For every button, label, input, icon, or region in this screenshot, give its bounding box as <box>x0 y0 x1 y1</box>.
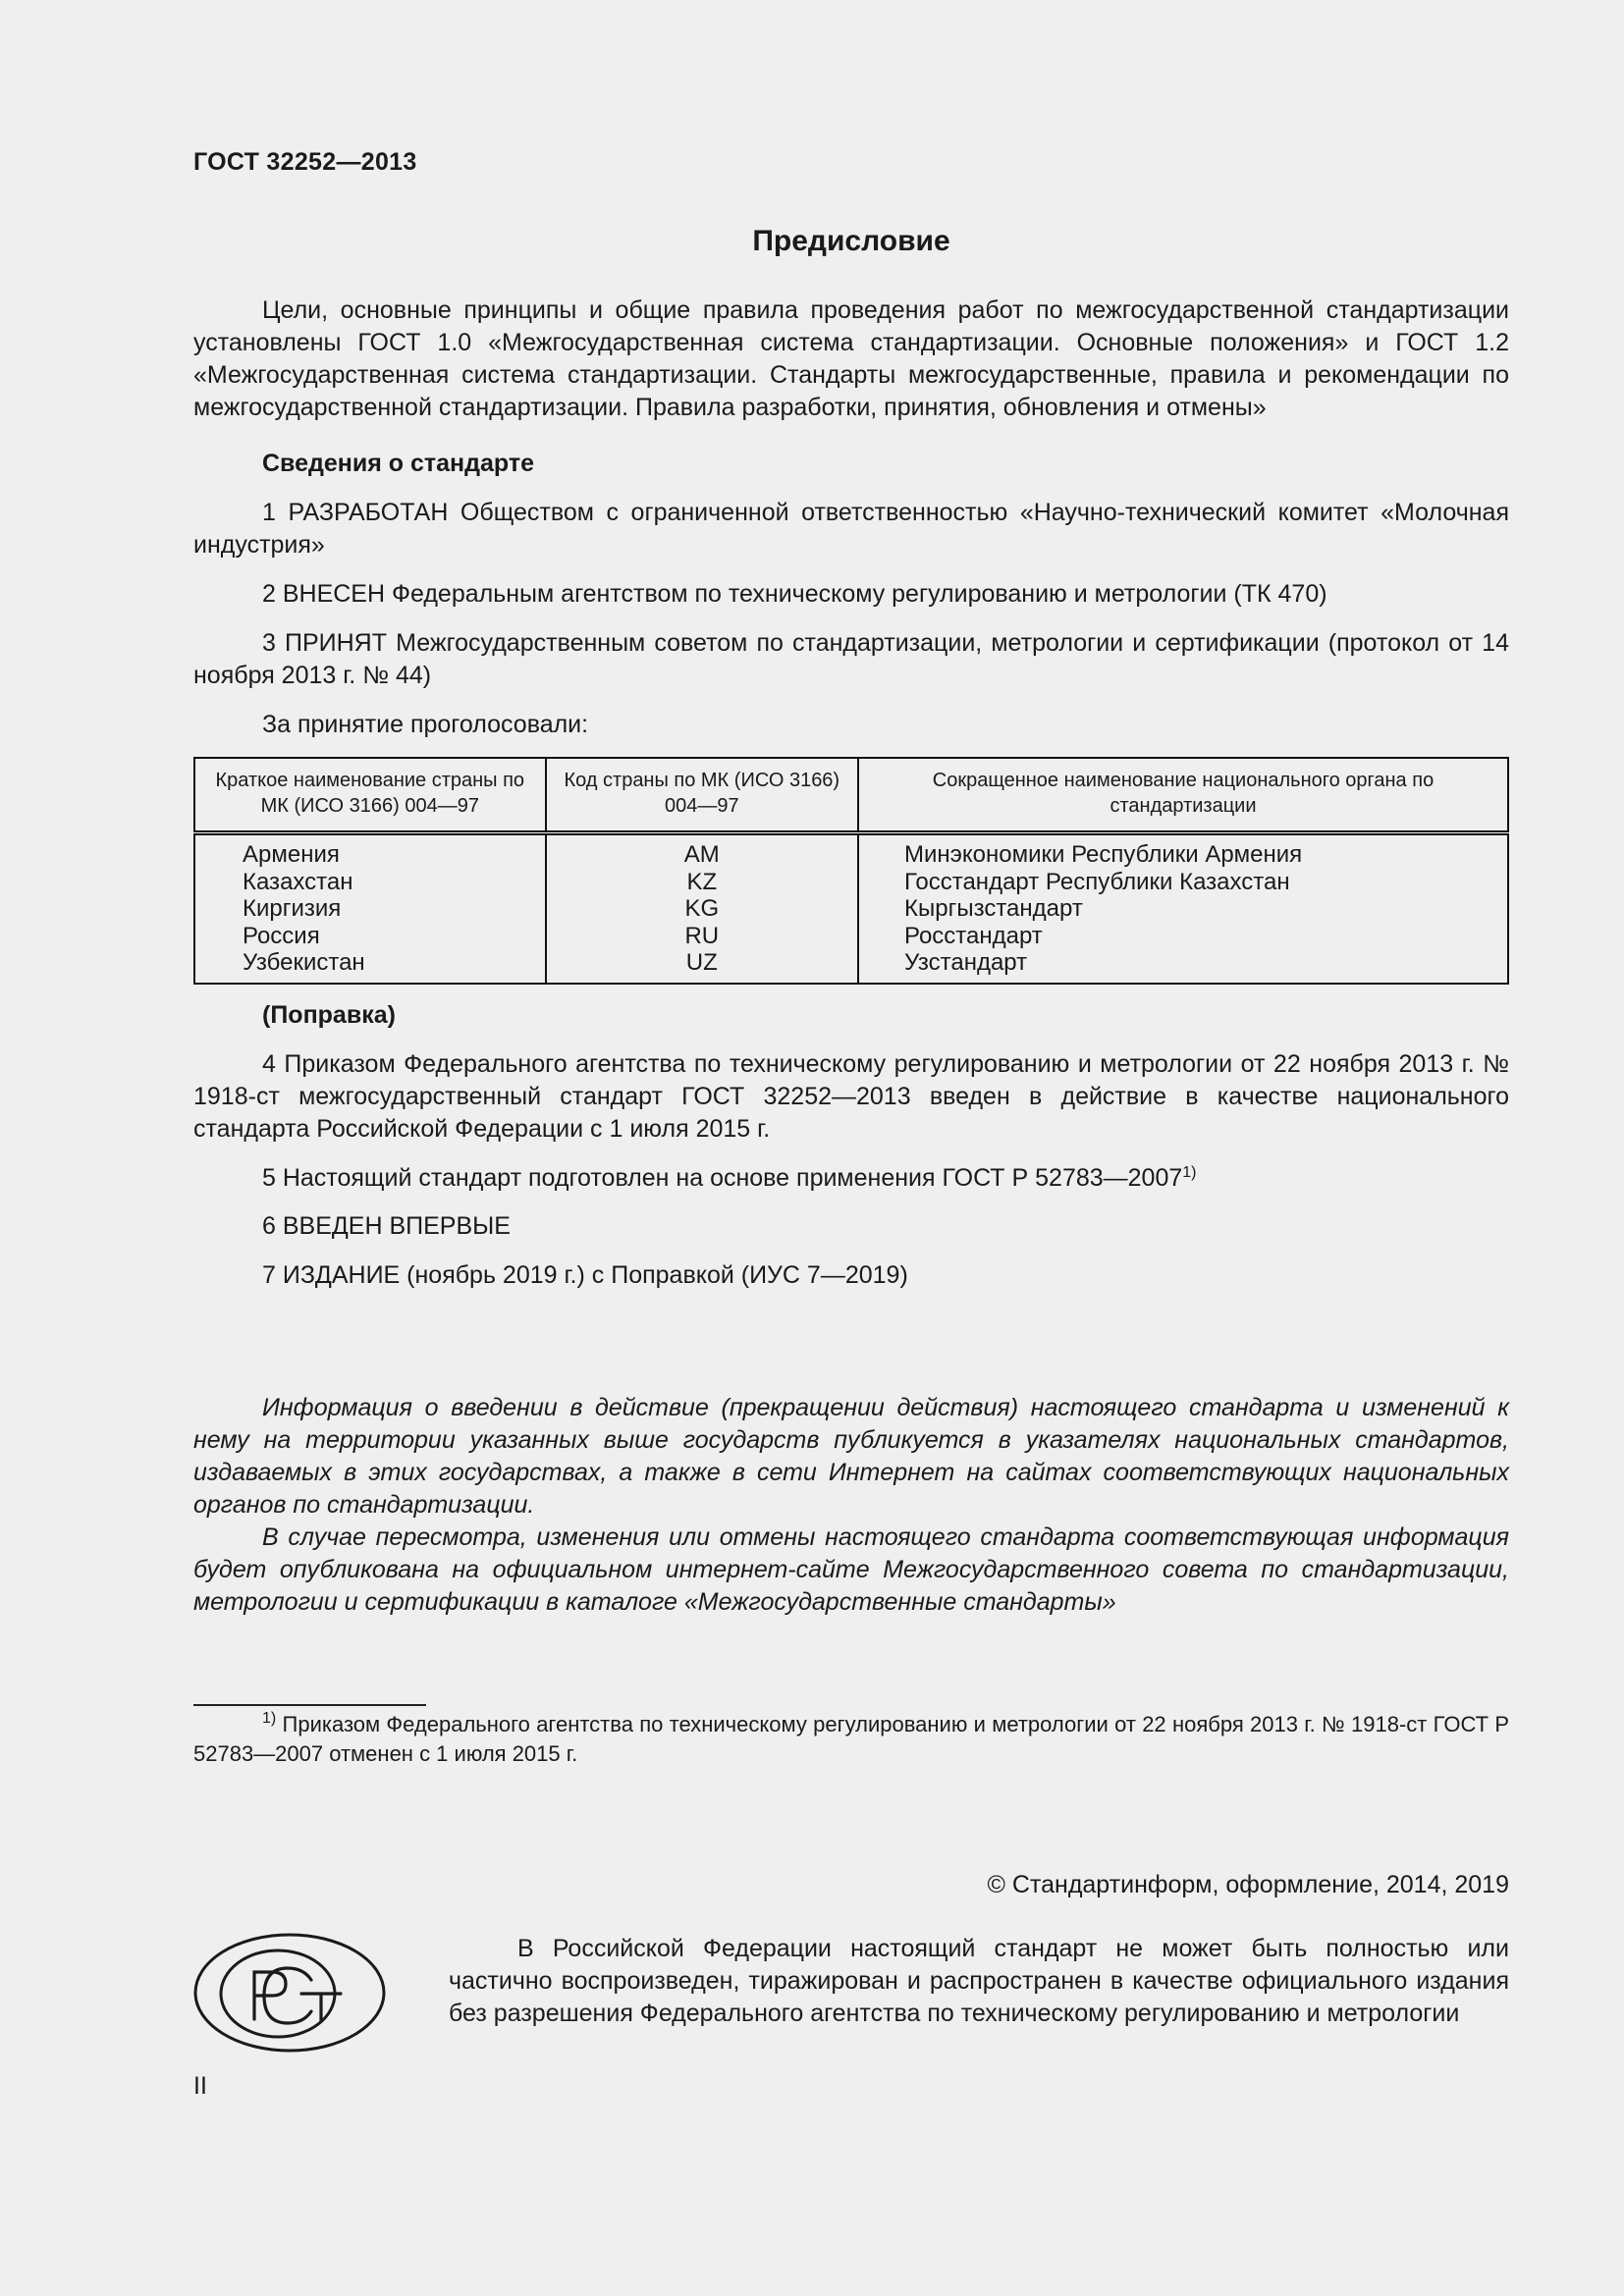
country-name: Узбекистан <box>243 949 365 976</box>
table-header-country: Краткое наименование страны по МК (ИСО 3166) 004—97 <box>194 758 546 833</box>
standard-code-header: ГОСТ 32252—2013 <box>193 148 417 176</box>
country-code: AM <box>683 841 720 868</box>
info-paragraph-1: Информация о введении в действие (прекращении действия) настоящего стандарта и изменений к нему на территории указанных выше государств публикуется в указателях национальных стандартов, издаваемых в этих государствах, а также в сети Интернет на сайтах соответствующих национальных органов по стандартизации. <box>193 1394 1509 1519</box>
table-row <box>194 833 1508 984</box>
country-code: KG <box>684 895 720 922</box>
copyright-line: © Стандартинформ, оформление, 2014, 2019 <box>987 1871 1509 1898</box>
footnote-divider <box>193 1704 426 1706</box>
country-name: Россия <box>243 922 320 949</box>
amendment-label: (Поправка) <box>262 1001 396 1029</box>
standards-body: Кыргызстандарт <box>904 895 1083 922</box>
table-header-body: Сокращенное наименование национального органа по стандартизации <box>858 758 1508 833</box>
footnote-text: Приказом Федерального агентства по техническому регулированию и метрологии от 22 ноября 2013 г. № 1918-ст ГОСТ Р 52783—2007 отменен с 1 июля 2015 г. <box>193 1712 1509 1766</box>
item-2-introduced: 2 ВНЕСЕН Федеральным агентством по техническому регулированию и метрологии (ТК 470) <box>262 580 1327 608</box>
footnote <box>193 1710 1509 1769</box>
voted-label: За принятие проголосовали: <box>262 711 589 738</box>
item-5-basis <box>262 1162 1197 1195</box>
footnote-ref: 1) <box>1182 1164 1197 1181</box>
standards-body: Росстандарт <box>904 922 1043 949</box>
country-name: Киргизия <box>243 895 342 922</box>
country-code: KZ <box>686 868 718 895</box>
section-heading: Сведения о стандарте <box>262 450 535 477</box>
page-title: Предисловие <box>752 225 950 257</box>
reproduction-notice: В Российской Федерации настоящий стандарт не может быть полностью или частично воспроизведен, тиражирован и распространен в качестве официального издания без разрешения Федерального агентства по техническому регулированию и метрологии <box>449 1935 1509 2027</box>
intro-paragraph: Цели, основные принципы и общие правила проведения работ по межгосударственной стандартизации установлены ГОСТ 1.0 «Межгосударственная система стандартизации. Основные положения» и ГОСТ 1.2 «Межгосударственная система стандартизации. Стандарты межгосударственные, правила и рекомендации по межгосударственной стандартизации. Правила разработки, принятия, обновления и отмены» <box>193 296 1509 421</box>
standards-body: Узстандарт <box>904 949 1028 976</box>
page-number: II <box>193 2072 207 2100</box>
item-3-adopted: 3 ПРИНЯТ Межгосударственным советом по стандартизации, метрологии и сертификации (протокол от 14 ноября 2013 г. № 44) <box>193 629 1509 689</box>
standards-body: Минэкономики Республики Армения <box>904 841 1303 868</box>
country-name: Армения <box>243 841 340 868</box>
item-6-first: 6 ВВЕДЕН ВПЕРВЫЕ <box>262 1212 511 1240</box>
footnote-mark: 1) <box>262 1710 277 1727</box>
voting-countries-table <box>193 757 1509 985</box>
country-column <box>194 833 546 984</box>
country-name: Казахстан <box>243 868 353 895</box>
item-7-edition: 7 ИЗДАНИЕ (ноябрь 2019 г.) с Поправкой (ИУС 7—2019) <box>262 1261 908 1289</box>
item-1-developed: 1 РАЗРАБОТАН Обществом с ограниченной ответственностью «Научно-технический комитет «Молочная индустрия» <box>193 499 1509 559</box>
code-column <box>546 833 858 984</box>
table-header-code: Код страны по МК (ИСО 3166) 004—97 <box>546 758 858 833</box>
standards-body: Госстандарт Республики Казахстан <box>904 868 1290 895</box>
info-paragraph-2: В случае пересмотра, изменения или отмены настоящего стандарта соответствующая информация будет опубликована на официальном интернет-сайте Межгосударственного совета по стандартизации, метрологии и сертификации в каталоге «Межгосударственные стандарты» <box>193 1523 1509 1616</box>
country-code: UZ <box>685 949 718 976</box>
body-column <box>858 833 1508 984</box>
item-5-text: 5 Настоящий стандарт подготовлен на основе применения ГОСТ Р 52783—2007 <box>262 1164 1183 1192</box>
table-header-row <box>194 758 1508 833</box>
rst-certification-logo <box>193 1933 386 2053</box>
country-code: RU <box>684 922 720 949</box>
logo-lettering: РСТ <box>193 1933 195 1934</box>
item-4-enacted: 4 Приказом Федерального агентства по техническому регулированию и метрологии от 22 ноября 2013 г. № 1918-ст межгосударственный стандарт ГОСТ 32252—2013 введен в действие в качестве национального стандарта Российской Федерации с 1 июля 2015 г. <box>193 1050 1509 1143</box>
